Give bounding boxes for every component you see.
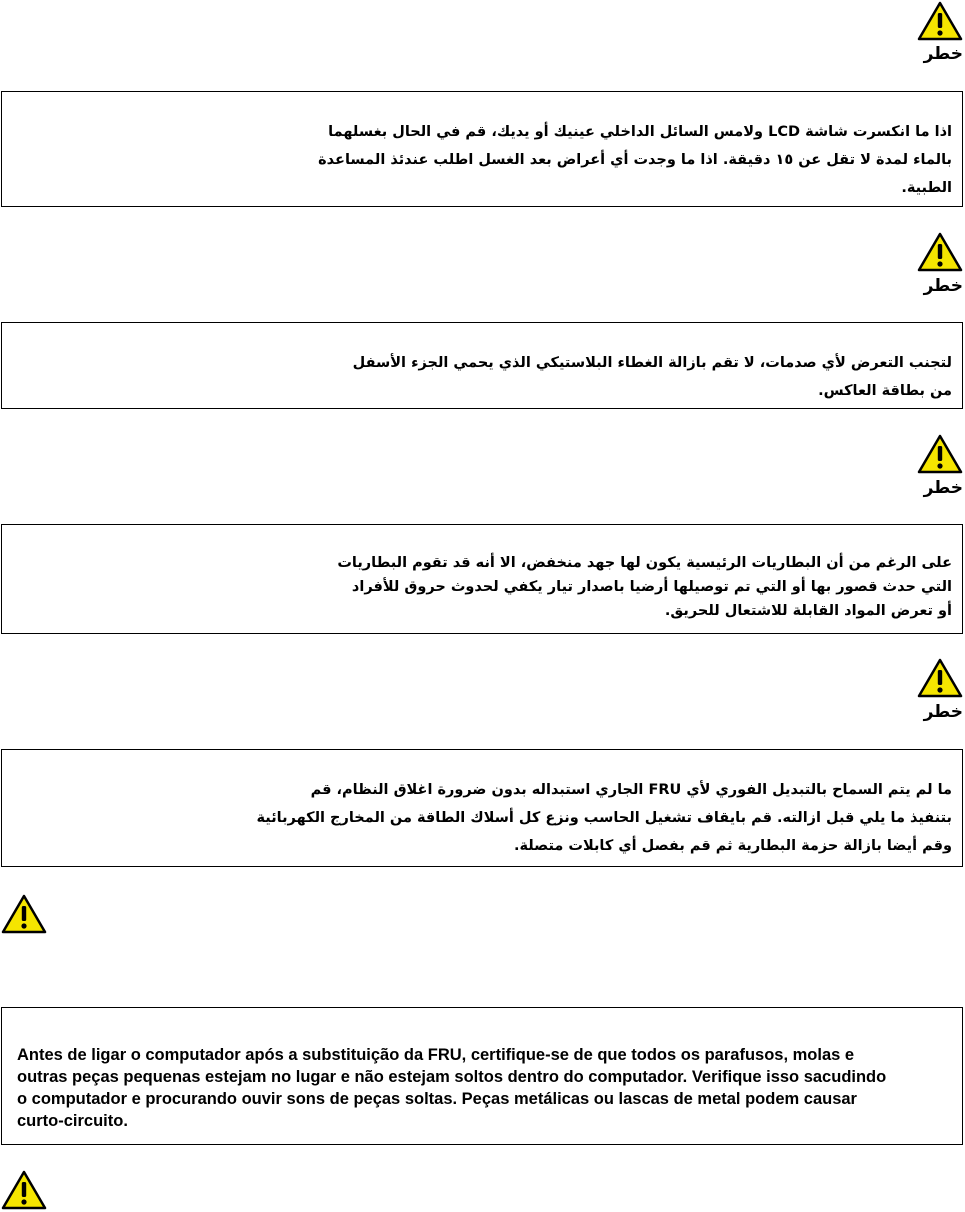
notice-line: ما لم يتم السماح بالتبديل الفوري لأي FRU الجاري استبداله بدون ضرورة اغلاق النظام، قم xyxy=(310,782,952,798)
notice-line: Antes de ligar o computador após a substituição da FRU, certifique-se de que todos os parafusos, molas e xyxy=(17,1046,855,1064)
notice-text xyxy=(12,349,952,405)
warning-triangle-icon xyxy=(917,434,963,474)
notice-line: o computador e procurando ouvir sons de peças soltas. Peças metálicas ou lascas de metal podem causar xyxy=(17,1090,857,1108)
notice-line: بتنفيذ ما يلي قبل ازالته. قم بايقاف تشغيل الحاسب ونزع كل أسلاك الطاقة من المخارج الكهربائية xyxy=(256,810,952,826)
notice-line: اذا ما انكسرت شاشة LCD ولامس السائل الداخلي عينيك أو يديك، قم في الحال بغسلهما xyxy=(328,124,952,140)
notice-text xyxy=(17,1044,958,1132)
notice-line: بالماء لمدة لا تقل عن ١٥ دقيقة. اذا ما وجدت أي أعراض بعد الغسل اطلب عندئذ المساعدة xyxy=(318,152,952,168)
notice-line: الطبية. xyxy=(901,180,952,196)
warning-triangle-icon xyxy=(917,658,963,698)
notice-text xyxy=(12,551,952,623)
notice-line: من بطاقة العاكس. xyxy=(818,383,952,399)
notice-line: أو تعرض المواد القابلة للاشتعال للحريق. xyxy=(664,603,952,619)
danger-notice-box xyxy=(1,91,963,207)
warning-triangle-icon xyxy=(1,894,47,934)
notice-line: لتجنب التعرض لأي صدمات، لا تقم بازالة الغطاء البلاستيكي الذي يحمي الجزء الأسفل xyxy=(352,355,952,371)
danger-label: خطر xyxy=(923,276,963,296)
danger-label: خطر xyxy=(923,478,963,498)
danger-label: خطر xyxy=(923,44,963,64)
danger-label: خطر xyxy=(923,702,963,722)
notice-line: curto-circuito. xyxy=(17,1112,128,1130)
warning-triangle-icon xyxy=(917,1,963,41)
notice-line: التي حدث قصور بها أو التي تم توصيلها أرضيا باصدار تيار يكفي لحدوث حروق للأفراد xyxy=(351,579,952,595)
notice-line: وقم أيضا بازالة حزمة البطارية ثم قم بفصل أي كابلات متصلة. xyxy=(513,838,952,854)
notice-line: outras peças pequenas estejam no lugar e não estejam soltos dentro do computador. Verifique isso sacudindo xyxy=(17,1068,887,1086)
warning-triangle-icon xyxy=(917,232,963,272)
notice-text xyxy=(12,118,952,202)
danger-notice-box xyxy=(1,524,963,634)
danger-notice-box xyxy=(1,749,963,867)
warning-triangle-icon xyxy=(1,1170,47,1210)
danger-notice-box xyxy=(1,322,963,409)
notice-line: على الرغم من أن البطاريات الرئيسية يكون لها جهد منخفض، الا أنه قد تقوم البطاريات xyxy=(337,555,952,571)
caution-notice-box xyxy=(1,1007,963,1145)
notice-text xyxy=(12,776,952,860)
